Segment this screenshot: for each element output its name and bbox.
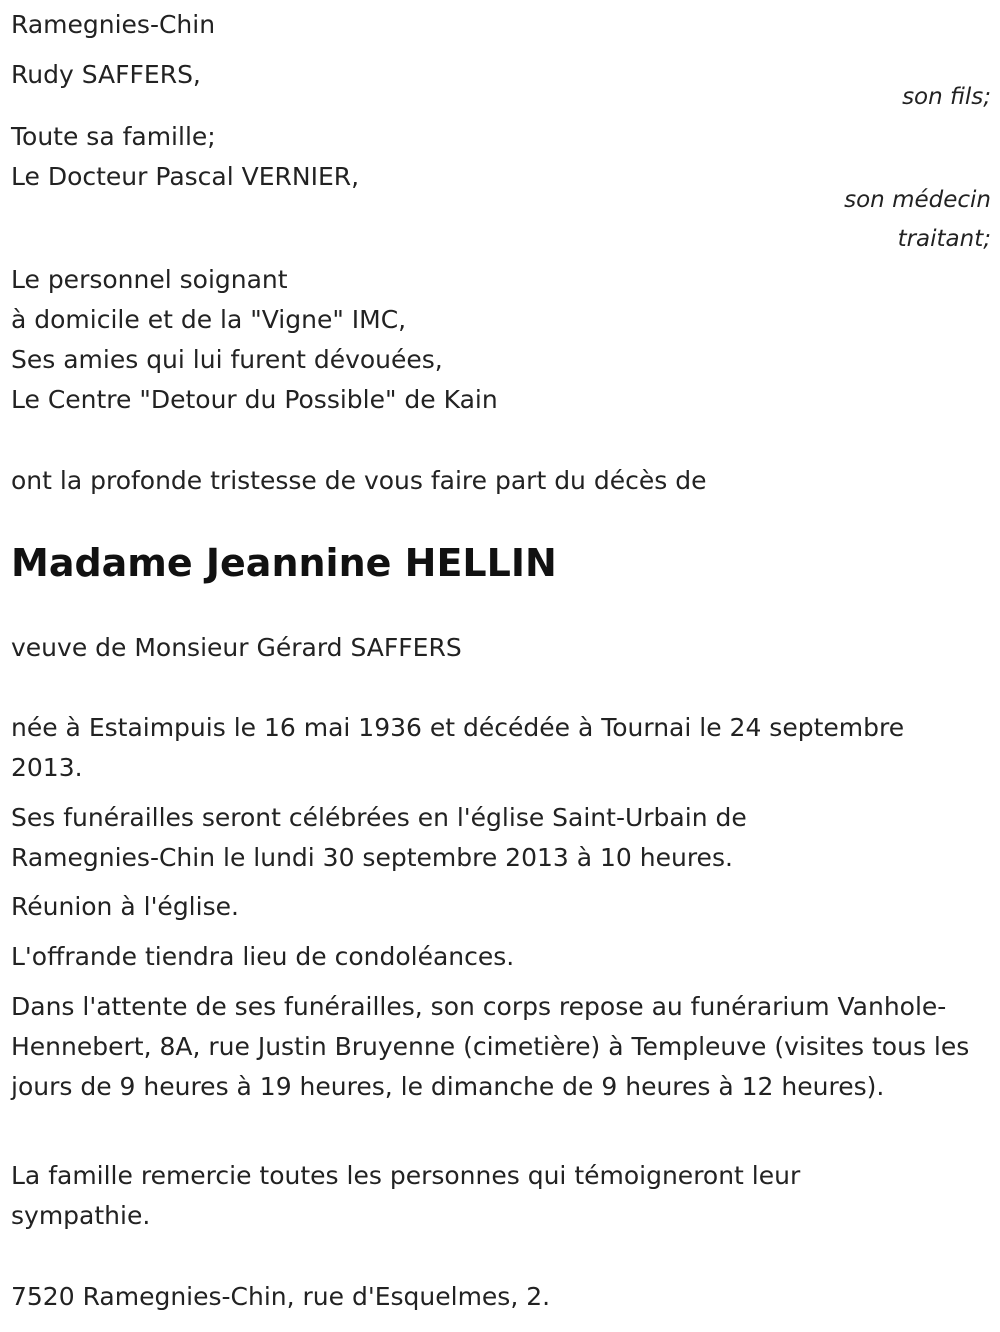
funeral-paragraph: Ses funérailles seront célébrées en l'église Saint-Urbain de Ramegnies-Chin le lundi 30 septembre 2013 à 10 heures. bbox=[11, 803, 747, 872]
staff-line1: Le personnel soignant bbox=[11, 265, 288, 294]
friends-line: Ses amies qui lui furent dévouées, bbox=[11, 345, 443, 374]
staff-line2: à domicile et de la "Vigne" IMC, bbox=[11, 305, 407, 334]
birth-death-paragraph: née à Estaimpuis le 16 mai 1936 et décédée à Tournai le 24 septembre 2013. bbox=[11, 713, 905, 782]
son-role: son fils; bbox=[902, 84, 991, 110]
announcement-intro: ont la profonde tristesse de vous faire part du décès de bbox=[11, 466, 707, 495]
doctor-name: Le Docteur Pascal VERNIER, bbox=[11, 162, 360, 191]
address-line: 7520 Ramegnies-Chin, rue d'Esquelmes, 2. bbox=[11, 1282, 551, 1311]
doctor-role-line1: son médecin bbox=[844, 187, 991, 213]
family-line: Toute sa famille; bbox=[11, 122, 216, 151]
doctor-role-line2: traitant; bbox=[897, 226, 991, 252]
spouse-line: veuve de Monsieur Gérard SAFFERS bbox=[11, 633, 462, 662]
son-name: Rudy SAFFERS, bbox=[11, 60, 201, 89]
meeting-line: Réunion à l'église. bbox=[11, 892, 239, 921]
location-header: Ramegnies-Chin bbox=[11, 10, 216, 39]
centre-line: Le Centre "Detour du Possible" de Kain bbox=[11, 385, 498, 414]
thanks-paragraph: La famille remercie toutes les personnes qui témoigneront leur sympathie. bbox=[11, 1161, 801, 1230]
deceased-name: Madame Jeannine HELLIN bbox=[11, 541, 557, 585]
funerarium-paragraph: Dans l'attente de ses funérailles, son corps repose au funérarium Vanhole-Hennebert, 8A, rue Justin Bruyenne (cimetière) à Templeuve (visites tous les jours de 9 heures à 19 heures, le dimanche de 9 heures à 12 heures). bbox=[11, 992, 970, 1101]
offering-line: L'offrande tiendra lieu de condoléances. bbox=[11, 942, 515, 971]
